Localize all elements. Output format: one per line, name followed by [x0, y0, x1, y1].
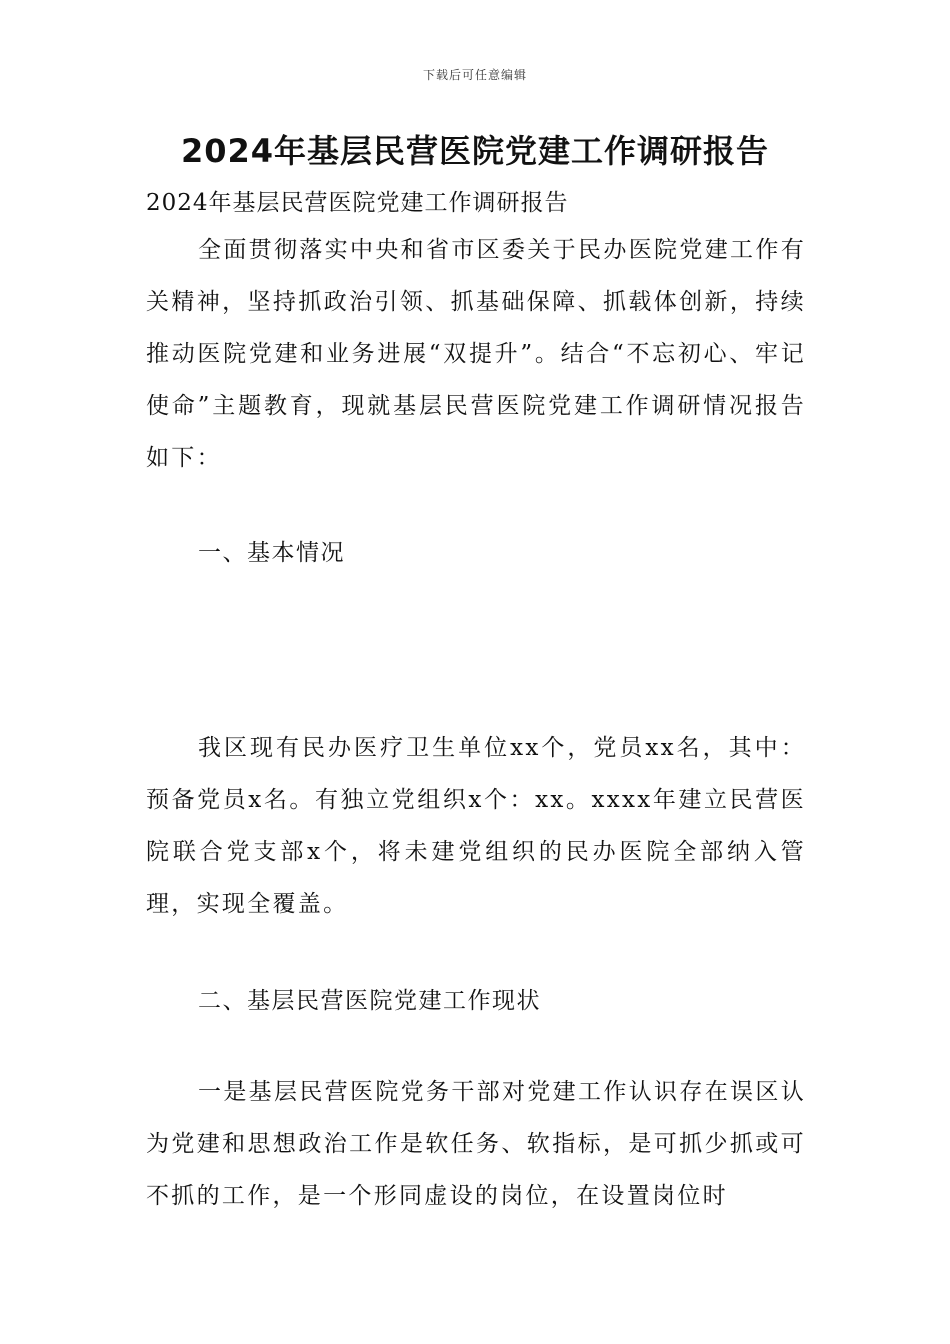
- intro-paragraph: 全面贯彻落实中央和省市区委关于民办医院党建工作有关精神，坚持抓政治引领、抓基础保障、抓载体创新，持续推动医院党建和业务进展“双提升”。结合“不忘初心、牢记使命”主题教育，现就基层民营医院党建工作调研情况报告如下：: [146, 237, 806, 471]
- header-note: 下载后可任意编辑: [422, 68, 527, 82]
- section-heading-basic: 一、基本情况: [198, 540, 345, 566]
- basic-situation-paragraph: 我区现有民办医疗卫生单位xx个，党员xx名，其中：预备党员x名。有独立党组织x个：xx。xxxx年建立民营医院联合党支部x个，将未建党组织的民办医院全部纳入管理，实现全覆盖。: [146, 735, 806, 917]
- status-paragraph: 一是基层民营医院党务干部对党建工作认识存在误区认为党建和思想政治工作是软任务、软指标，是可抓少抓或可不抓的工作，是一个形同虚设的岗位，在设置岗位时: [146, 1079, 806, 1209]
- section-heading-status: 二、基层民营医院党建工作现状: [198, 988, 541, 1014]
- document-subtitle: 2024年基层民营医院党建工作调研报告: [146, 190, 569, 216]
- document-title: 2024年基层民营医院党建工作调研报告: [180, 132, 770, 170]
